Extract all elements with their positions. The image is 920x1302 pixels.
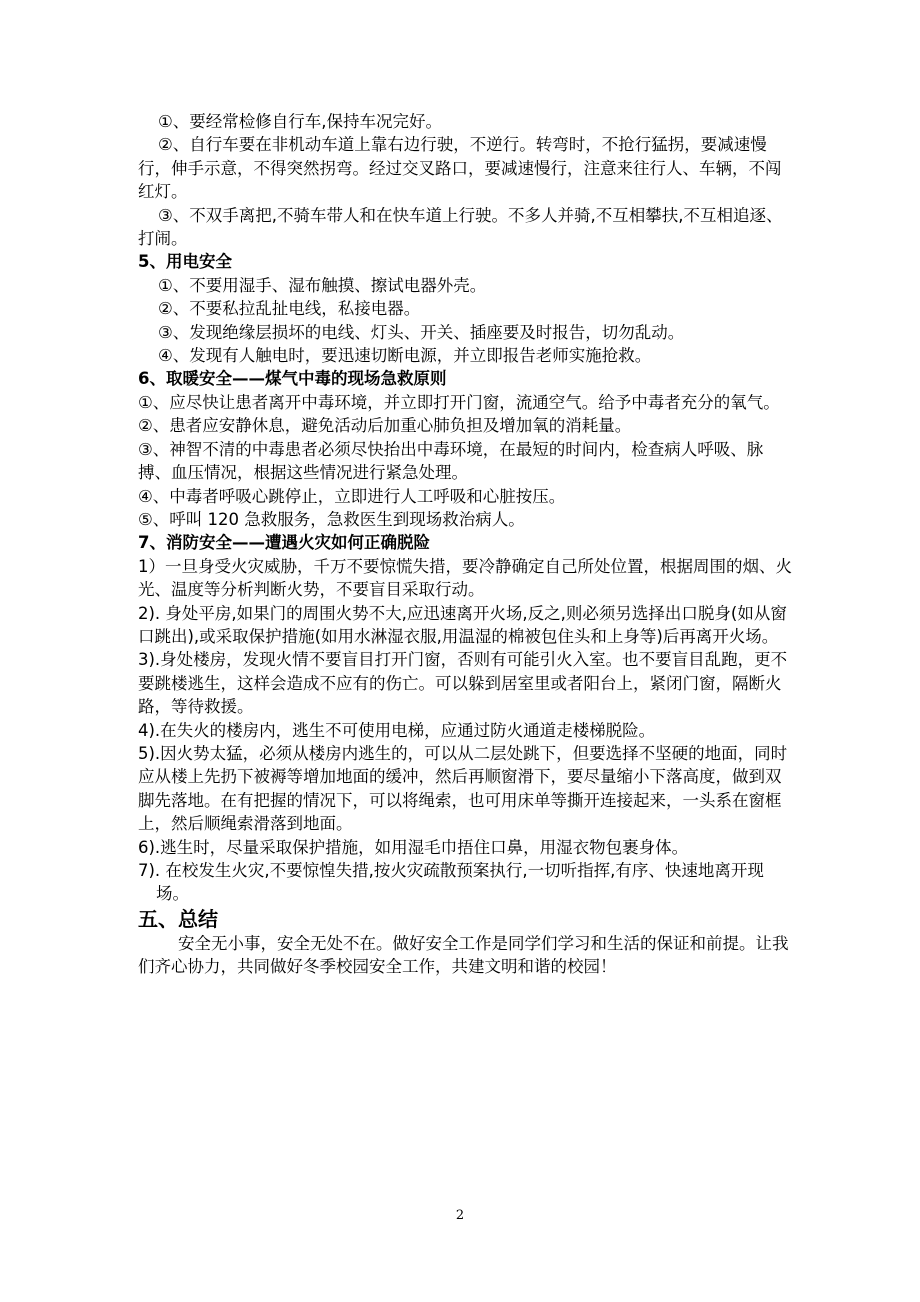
fire-item-4: 4).在失火的楼房内，逃生不可使用电梯，应通过防火通道走楼梯脱险。 (138, 720, 656, 740)
bike-item-1: ①、要经常检修自行车,保持车况完好。 (158, 112, 443, 131)
bike-item-3: ③、不双手离把,不骑车带人和在快车道上行驶。不多人并骑,不互相攀扶,不互相追逐、打闹。 (138, 205, 783, 249)
heating-item-5: ⑤、呼叫 120 急救服务，急救医生到现场救治病人。 (138, 509, 525, 529)
electric-item-1: ①、不要用湿手、湿布触摸、擦试电器外壳。 (158, 275, 487, 295)
section-heading-electric: 5、用电安全 (138, 252, 232, 272)
section-heading-fire: 7、消防安全——遭遇火灾如何正确脱险 (138, 533, 430, 553)
fire-item-6: 6).逃生时，尽量采取保护措施，如用湿毛巾捂住口鼻，用湿衣物包裹身体。 (138, 837, 689, 857)
electric-item-3: ③、发现绝缘层损坏的电线、灯头、开关、插座要及时报告，切勿乱动。 (158, 322, 685, 342)
electric-item-4: ④、发现有人触电时，要迅速切断电源，并立即报告老师实施抢救。 (158, 346, 652, 366)
bike-item-2: ②、自行车要在非机动车道上靠右边行驶，不逆行。转弯时，不抢行猛拐，要减速慢行，伸手示意，不得突然拐弯。经过交叉路口，要减速慢行，注意来往行人、车辆，不闯红灯。 (138, 135, 782, 202)
fire-item-5: 5).因火势太猛，必须从楼房内逃生的，可以从二层处跳下，但要选择不坚硬的地面，同时应从楼上先扔下被褥等增加地面的缓冲，然后再顺窗滑下，要尽量缩小下落高度，做到双脚先落地。在有把握的情况下，可以将绳索，也可用床单等撕开连接起来，一头系在窗框上，然后顺绳索滑落到地面。 (138, 743, 788, 834)
section-heading-summary: 五、总结 (138, 906, 218, 931)
fire-item-2: 2). 身处平房,如果门的周围火势不大,应迅速离开火场,反之,则必须另选择出口脱身(如从窗口跳出),或采取保护措施(如用水淋湿衣服,用温湿的棉被包住头和上身等)后再离开火场。 (138, 603, 787, 646)
heating-item-1: ①、应尽快让患者离开中毒环境，并立即打开门窗，流通空气。给予中毒者充分的氧气。 (138, 392, 780, 412)
heating-item-3: ③、神智不清的中毒患者必须尽快抬出中毒环境，在最短的时间内，检查病人呼吸、脉搏、血压情况，根据这些情况进行紧急处理。 (138, 439, 764, 483)
document-body (138, 110, 794, 979)
heating-item-4: ④、中毒者呼吸心跳停止，立即进行人工呼吸和心脏按压。 (138, 486, 566, 506)
section-heading-heating: 6、取暖安全——煤气中毒的现场急救原则 (138, 369, 447, 389)
fire-item-3: 3).身处楼房，发现火情不要盲目打开门窗，否则有可能引火入室。也不要盲目乱跑，更不要跳楼逃生，这样会造成不应有的伤亡。可以躲到居室里或者阳台上，紧闭门窗，隔断火路，等待救援。 (138, 650, 788, 717)
fire-item-1: 1）一旦身受火灾威胁，千万不要惊慌失措，要冷静确定自己所处位置，根据周围的烟、火光、温度等分析判断火势，不要盲目采取行动。 (138, 556, 792, 600)
summary-paragraph: 安全无小事，安全无处不在。做好安全工作是同学们学习和生活的保证和前提。让我们齐心协力，共同做好冬季校园安全工作，共建文明和谐的校园！ (138, 933, 789, 977)
fire-item-7: 7). 在校发生火灾,不要惊惶失措,按火灾疏散预案执行,一切听指挥,有序、快速地离开现场。 (138, 861, 764, 904)
page-number: 2 (455, 1208, 465, 1223)
electric-item-2: ②、不要私拉乱扯电线，私接电器。 (158, 299, 421, 319)
heating-item-2: ②、患者应安静休息，避免活动后加重心肺负担及增加氧的消耗量。 (138, 416, 632, 436)
